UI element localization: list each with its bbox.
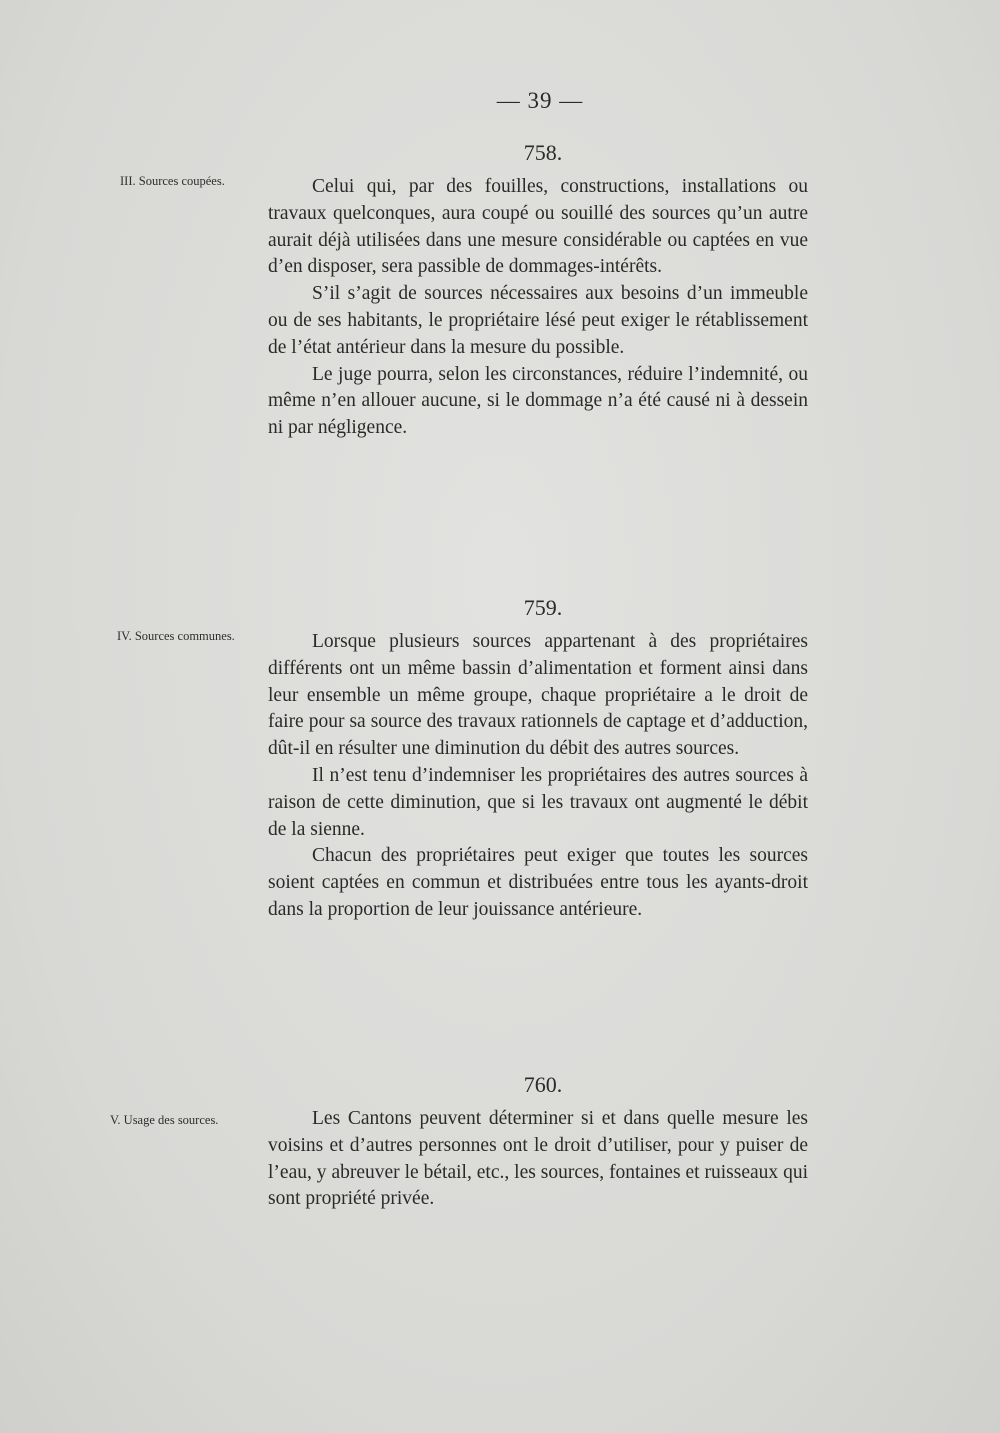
page-number: — 39 — <box>496 88 584 113</box>
article-number: 760. <box>523 1072 563 1097</box>
paragraph: S’il s’agit de sources nécessaires aux besoins d’un immeuble ou de ses habitants, le propriétaire lésé peut exiger le rétablissement de l’état antérieur dans la mesure du possible. <box>268 283 808 358</box>
paragraph: Les Cantons peuvent déterminer si et dans quelle mesure les voisins et d’autres personnes ont le droit d’utiliser, pour y puiser de l’eau, y abreuver le bétail, etc., les sources, fontaines et ruisseaux qui sont propriété privée. <box>268 1108 808 1210</box>
article-758 <box>268 140 808 442</box>
paragraph: Le juge pourra, selon les circonstances, réduire l’indemnité, ou même n’en allouer aucune, si le dommage n’a été causé ni à dessein ni par négligence. <box>268 363 808 439</box>
article-text <box>268 174 808 442</box>
margin-note-758: III. Sources coupées. <box>120 174 225 188</box>
paragraph: Il n’est tenu d’indemniser les propriétaires des autres sources à raison de cette diminution, que si les travaux ont augmenté le débit de la sienne. <box>268 764 808 840</box>
margin-note-760: V. Usage des sources. <box>110 1113 219 1127</box>
paragraph: Celui qui, par des fouilles, constructions, installations ou travaux quelconques, aura coupé ou souillé des sources qu’un autre aurait déjà utilisées dans une mesure considérable ou captées en vue d’en disposer, sera passible de dommages-intérêts. <box>268 176 808 278</box>
article-759 <box>268 595 808 924</box>
paragraph: Chacun des propriétaires peut exiger que toutes les sources soient captées en commun et distribuées entre tous les ayants-droit dans la proportion de leur jouissance antérieure. <box>268 845 808 920</box>
article-760 <box>268 1072 808 1213</box>
article-number: 759. <box>523 595 563 620</box>
margin-note-759: IV. Sources communes. <box>117 629 235 643</box>
article-text <box>268 629 808 924</box>
article-text <box>268 1106 808 1213</box>
article-number: 758. <box>523 140 563 165</box>
paragraph: Lorsque plusieurs sources appartenant à des propriétaires différents ont un même bassin d’alimentation et forment ainsi dans leur ensemble un même groupe, chaque propriétaire a le droit de faire pour sa source des travaux rationnels de captage et d’adduction, dût-il en résulter une diminution du débit des autres sources. <box>268 631 808 760</box>
